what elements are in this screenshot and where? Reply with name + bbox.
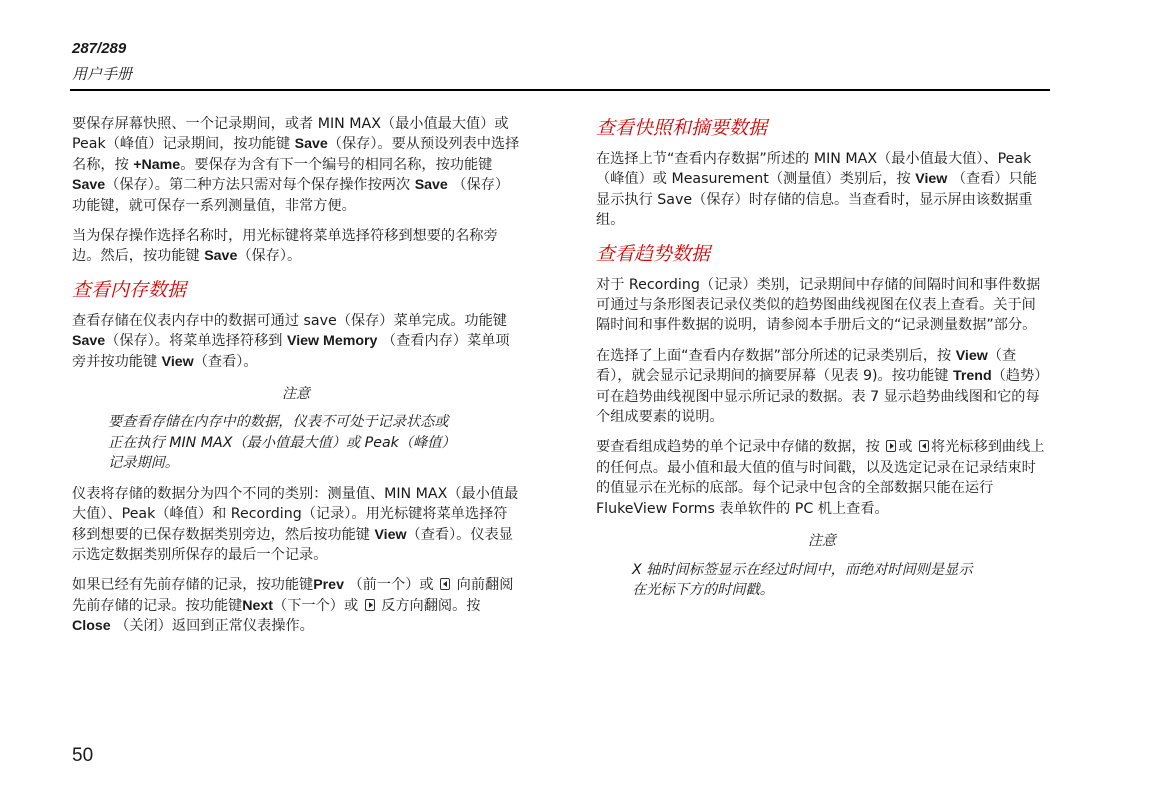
paragraph-browse-records: 如果已经有先前存储的记录，按功能键Prev （前一个）或 向前翻阅先前存储的记录。按功能键Next（下一个）或 反方向翻阅。按 Close （关闭）返回到正常仪表操作。 — [72, 577, 514, 635]
left-arrow-key-icon — [919, 440, 929, 452]
paragraph-data-categories: 仪表将存储的数据分为四个不同的类别：测量值、MIN MAX（最小值最大值）、Peak（峰值）和 Recording（记录）。用光标键将菜单选择符移到想要的已保存数据类别旁边，然后按功能键 View（查看）。仪表显示选定数据类别所保存的最后一个记录。 — [72, 485, 519, 563]
paragraph-snapshot-summary: 在选择上节“查看内存数据”所述的 MIN MAX（最小值最大值）、Peak（峰值）或 Measurement（测量值）类别后，按 View （查看）只能显示执行 Save（保存）时存储的信息。当查看时，显示屏由该数据重组。 — [596, 151, 1037, 229]
paragraph-trend-view: 在选择了上面“查看内存数据”部分所述的记录类别后，按 View（查看），就会显示记录期间的摘要屏幕（见表 9)。按功能键 Trend（趋势）可在趋势曲线视图中显示所记录的数据。表 7 显示趋势曲线图和它的每个组成要素的说明。 — [596, 347, 1042, 426]
right-column — [596, 115, 1048, 610]
paragraph-trend-intro: 对于 Recording（记录）类别，记录期间中存储的间隔时间和事件数据可通过与条形图表记录仪类似的趋势图曲线视图在仪表上查看。关于间隔时间和事件数据的说明，请参阅本手册后文的“记录测量数据”部分。 — [596, 276, 1041, 334]
manual-model: 287/289 — [72, 40, 127, 57]
right-arrow-key-icon — [365, 599, 375, 611]
section-heading-view-memory: 查看内存数据 — [72, 278, 187, 301]
section-heading-trend-data: 查看趋势数据 — [596, 242, 711, 265]
paragraph-save-name: 当为保存操作选择名称时，用光标键将菜单选择符移到想要的名称旁边。然后，按功能键 Save（保存）。 — [72, 228, 498, 265]
note-label: 注意 — [808, 533, 836, 550]
note-body: 要查看存储在内存中的数据，仪表不可处于记录状态或 正在执行 MIN MAX（最小值最大值）或 Peak（峰值） 记录期间。 — [108, 414, 456, 472]
page-number: 50 — [72, 745, 94, 766]
note-body: X 轴时间标签显示在经过时间中，而绝对时间则是显示 在光标下方的时间戳。 — [632, 561, 973, 598]
paragraph-save-intro: 要保存屏幕快照、一个记录期间，或者 MIN MAX（最小值最大值）或 Peak（峰值）记录期间，按功能键 Save（保存）。要从预设列表中选择名称，按 +Name。要保存为含有下一个编号的相同名称，按功能键 Save（保存）。第二种方法只需对每个保存操作按两次 Save （保存）功能键，就可保存一系列测量值，非常方便。 — [72, 116, 520, 214]
left-column — [72, 114, 520, 647]
note-label: 注意 — [282, 386, 310, 403]
paragraph-view-memory: 查看存储在仪表内存中的数据可通过 save（保存）菜单完成。功能键 Save（保存）。将菜单选择符移到 View Memory （查看内存）菜单项旁并按功能键 View（查看）。 — [72, 312, 510, 370]
header-rule — [70, 89, 1050, 91]
section-heading-snapshot-summary: 查看快照和摘要数据 — [596, 117, 768, 139]
left-arrow-key-icon — [440, 578, 450, 590]
manual-subtitle: 用户手册 — [72, 65, 133, 83]
paragraph-trend-cursor: 要查看组成趋势的单个记录中存储的数据，按 或 将光标移到曲线上的任何点。最小值和最大值的值与时间戳，以及选定记录在记录结束时的值显示在光标的底部。每个记录中包含的全部数据只能在运行 FlukeView Forms 表单软件的 PC 机上查看。 — [596, 439, 1045, 517]
right-arrow-key-icon — [886, 440, 896, 452]
